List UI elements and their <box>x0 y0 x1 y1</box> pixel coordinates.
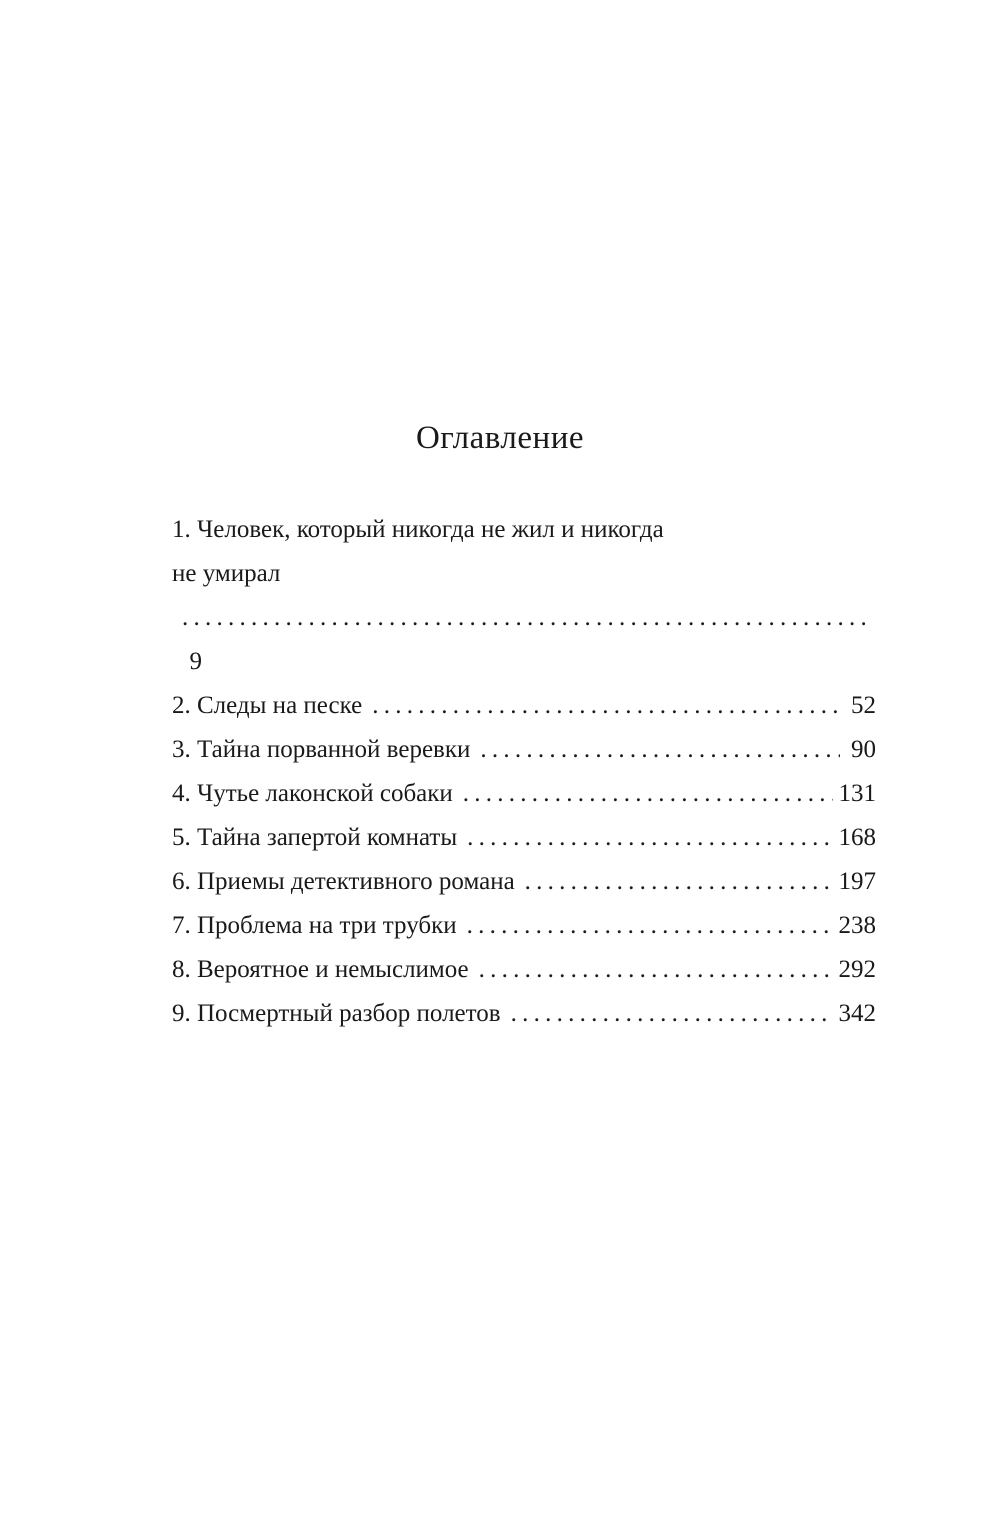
toc-entry-page: 197 <box>838 868 876 895</box>
toc-leader-dots <box>182 596 870 640</box>
toc-leader-dots <box>467 904 833 948</box>
toc-entry-page: 131 <box>838 780 876 807</box>
toc-entry-label: 8. Вероятное и немыслимое <box>172 956 469 983</box>
toc-entry-7 <box>172 904 876 948</box>
toc-entry-2 <box>172 684 876 728</box>
toc-entry-page: 52 <box>851 692 876 719</box>
toc-leader-dots <box>372 684 840 728</box>
toc-title: Оглавление <box>415 420 585 456</box>
toc-entry-label: 3. Тайна порванной веревки <box>172 736 471 763</box>
toc-entry-label: 5. Тайна запертой комнаты <box>172 824 458 851</box>
toc-leader-dots <box>467 816 832 860</box>
toc-leader-dots <box>511 992 833 1036</box>
toc-entry-label: 6. Приемы детективного романа <box>172 868 515 895</box>
toc-entry-3 <box>172 728 876 772</box>
toc-entry-page: 238 <box>838 912 876 939</box>
toc-entry-4 <box>172 772 876 816</box>
toc-entry-page: 168 <box>838 824 876 851</box>
toc-leader-dots <box>525 860 833 904</box>
toc-entry-9 <box>172 992 876 1036</box>
toc-entry-6 <box>172 860 876 904</box>
toc-entry-label: 2. Следы на песке <box>172 692 363 719</box>
toc-entry-first-line: 1. Человек, который никогда не жил и никогда <box>172 516 664 543</box>
toc-entry-5 <box>172 816 876 860</box>
toc-entry-page: 342 <box>838 1000 876 1027</box>
toc-leader-dots <box>480 728 840 772</box>
toc-entry-label: 7. Проблема на три трубки <box>172 912 457 939</box>
toc-entry-page: 9 <box>189 648 202 675</box>
toc-leader-dots <box>479 948 833 992</box>
toc-entry-label: 9. Посмертный разбор полетов <box>172 1000 501 1027</box>
toc-entry-page: 292 <box>838 956 876 983</box>
toc-list <box>172 508 876 1036</box>
toc-entry-1 <box>172 508 876 684</box>
toc-leader-dots <box>463 772 833 816</box>
toc-entry-label: 4. Чутье лаконской собаки <box>172 780 453 807</box>
toc-entry-label: не умирал <box>172 560 281 587</box>
toc-entry-page: 90 <box>851 736 876 763</box>
toc-entry-8 <box>172 948 876 992</box>
